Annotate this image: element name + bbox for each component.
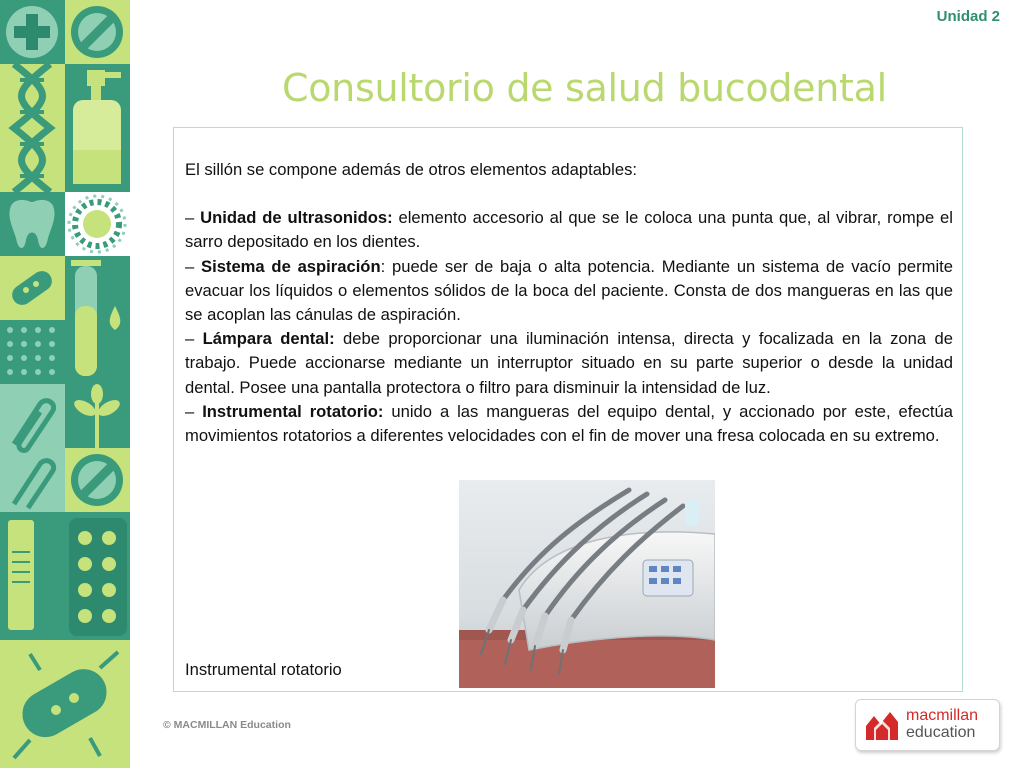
term-rotary: Instrumental rotatorio: bbox=[202, 401, 384, 421]
paperclip-icon bbox=[0, 384, 65, 512]
microbe-icon bbox=[0, 640, 130, 768]
text-body bbox=[185, 158, 953, 448]
copyright-text: © MACMILLAN Education bbox=[163, 719, 291, 731]
spray-bottle-icon bbox=[65, 64, 130, 192]
blister-pack-icon bbox=[65, 512, 130, 640]
intro-text: El sillón se compone además de otros elementos adaptables: bbox=[185, 160, 637, 179]
term-lamp: Lámpara dental: bbox=[202, 329, 335, 349]
term-ultrasound: Unidad de ultrasonidos: bbox=[200, 208, 393, 228]
definition-lamp: debe proporcionar una iluminación intensa, directa y focalizada en la zona de trabajo. Puede accionarse mediante un interruptor situado en su parte superior o desde la unidad dental. Posee una pantalla protectora o filtro para disminuir la intensidad de luz. bbox=[185, 329, 953, 397]
decorative-icon-strip bbox=[0, 0, 130, 768]
list-item-lamp bbox=[185, 327, 953, 400]
plant-icon bbox=[65, 384, 130, 448]
definition-rotary: unido a las mangueras del equipo dental, y accionado por este, efectúa movimientos rotatorios a diferentes velocidades con el fin de mover una fresa colocada en su extremo. bbox=[185, 401, 953, 446]
definition-suction: : puede ser de baja o alta potencia. Mediante un sistema de vacío permite evacuar los líquidos o elementos sólidos de la boca del paciente. Consta de dos mangueras en las que se acoplan las cánulas de aspiración. bbox=[185, 256, 954, 325]
pill-icon bbox=[65, 0, 130, 64]
capsule-icon bbox=[65, 448, 130, 512]
macmillan-logo-icon bbox=[864, 708, 900, 742]
dna-icon bbox=[0, 64, 65, 192]
medical-cross-icon bbox=[0, 0, 65, 64]
list-item-ultrasound bbox=[185, 206, 953, 254]
content-box bbox=[173, 127, 963, 692]
logo-wordmark bbox=[906, 707, 978, 741]
list-dash: – bbox=[185, 329, 203, 349]
bacteria-icon bbox=[0, 256, 65, 320]
logo-line-2: education bbox=[906, 724, 976, 741]
list-item-rotary bbox=[185, 400, 953, 448]
logo-line-1: macmillan bbox=[906, 707, 979, 724]
document-icon bbox=[0, 512, 65, 640]
slide-title: Consultorio de salud bucodental bbox=[282, 66, 887, 110]
macmillan-education-logo bbox=[855, 699, 1000, 751]
definition-ultrasound: elemento accesorio al que se le coloca una punta que, al vibrar, rompe el sarro depositado en los dientes. bbox=[185, 208, 953, 252]
tooth-icon bbox=[0, 192, 65, 256]
list-dash: – bbox=[185, 401, 203, 421]
dots-pattern-icon bbox=[0, 320, 65, 384]
dental-instruments-photo bbox=[459, 480, 715, 688]
list-item-suction bbox=[185, 255, 953, 328]
list-dash: – bbox=[185, 208, 201, 228]
photo-caption: Instrumental rotatorio bbox=[185, 660, 342, 679]
test-tube-icon bbox=[65, 256, 130, 384]
term-suction: Sistema de aspiración bbox=[201, 256, 381, 276]
virus-icon bbox=[65, 192, 130, 256]
list-dash: – bbox=[185, 256, 202, 276]
unit-label: Unidad 2 bbox=[936, 8, 1000, 25]
